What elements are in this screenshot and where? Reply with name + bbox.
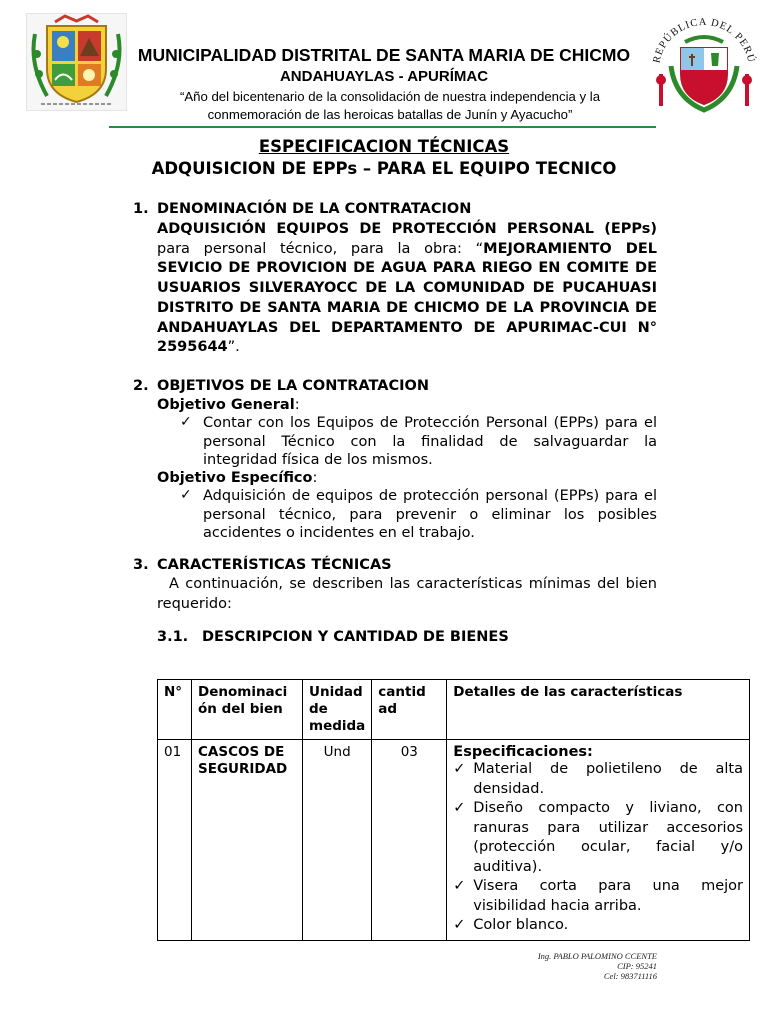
row-item-name: CASCOS DE SEGURIDAD: [192, 740, 303, 941]
section-1-heading: DENOMINACIÓN DE LA CONTRATACION: [157, 201, 472, 217]
subsection-3-1-number: 3.1.: [157, 629, 189, 645]
section-3-heading: CARACTERÍSTICAS TÉCNICAS: [157, 557, 392, 573]
engineer-name: Ing. PABLO PALOMINO CCENTE: [537, 951, 657, 961]
table-header-row: [158, 680, 750, 740]
section-3-number: 3.: [133, 557, 149, 573]
table-row: [158, 740, 750, 941]
general-objective-label: Objetivo General:: [157, 397, 300, 413]
motto-line-1: “Año del bicentenario de la consolidación de nuestra independencia y la: [179, 89, 601, 104]
general-objective-text: Contar con los Equipos de Protección Personal (EPPs) para el personal Técnico con la finalidad de salvaguardar la integridad física de los mismos.: [203, 415, 657, 468]
section-3-intro: A continuación, se describen las características mínimas del bien requerido:: [157, 576, 657, 612]
paragraph-closing: ”.: [227, 339, 240, 356]
subsection-3-1-heading: DESCRIPCION Y CANTIDAD DE BIENES: [202, 629, 509, 645]
header-number: N°: [158, 680, 192, 740]
spec-item: ✓ Color blanco.: [453, 916, 743, 936]
section-1-number: 1.: [133, 201, 149, 217]
document-subtitle: ADQUISICION DE EPPs – PARA EL EQUIPO TECNICO: [151, 159, 617, 178]
engineer-signature-block: [470, 951, 657, 981]
specific-objective-text: Adquisición de equipos de protección personal (EPPs) para el personal técnico, para prevenir o eliminar los posibles accidentes o incidentes en el trabajo.: [203, 488, 657, 541]
section-2-number: 2.: [133, 378, 149, 394]
spec-item: ✓ Material de polietileno de alta densidad.: [453, 761, 743, 797]
section-1-paragraph: [157, 220, 657, 358]
engineer-phone: Cel: 983711116: [603, 971, 657, 981]
region-name: ANDAHUAYLAS - APURÍMAC: [279, 68, 489, 85]
engineer-cip: CIP: 95241: [617, 961, 657, 971]
section-2-heading: OBJETIVOS DE LA CONTRATACION: [157, 378, 429, 394]
header-divider: [109, 126, 656, 128]
goods-table: [157, 679, 750, 941]
row-details: [447, 740, 750, 941]
motto-line-2: conmemoración de las heroicas batallas de Junín y Ayacucho”: [207, 107, 573, 122]
header-details: Detalles de las características: [447, 680, 750, 740]
procurement-name: ADQUISICIÓN EQUIPOS DE PROTECCIÓN PERSONAL (EPPs): [157, 221, 657, 237]
checkmark-icon: ✓: [453, 761, 466, 777]
checkmark-icon: ✓: [453, 800, 466, 816]
specific-objective-label: Objetivo Específico:: [157, 470, 318, 486]
checkmark-icon: ✓: [453, 878, 466, 894]
row-number: 01: [158, 740, 192, 941]
header-item-name: Denominaci ón del bien: [192, 680, 303, 740]
header-quantity: cantid ad: [372, 680, 447, 740]
checkmark-icon: ✓: [453, 917, 466, 933]
paragraph-connector: para personal técnico, para la obra: “: [157, 240, 484, 257]
municipality-name: MUNICIPALIDAD DISTRITAL DE SANTA MARIA DE CHICMO: [137, 45, 631, 65]
document-title: ESPECIFICACION TÉCNICAS: [258, 137, 510, 156]
row-unit: Und: [303, 740, 372, 941]
specifications-title: Especificaciones:: [453, 744, 593, 760]
checkmark-icon: ✓: [180, 487, 192, 503]
spec-item: ✓ Visera corta para una mejor visibilidad hacia arriba.: [453, 878, 743, 914]
year-motto: [140, 88, 640, 124]
project-name: MEJORAMIENTO DEL SEVICIO DE PROVICION DE AGUA PARA RIEGO EN COMITE DE USUARIOS SILVERAYOCC DE LA COMUNIDAD DE PUCAHUASI DISTRITO DE SANTA MARIA DE CHICMO DE LA PROVINCIA DE ANDAHUAYLAS DEL DEPARTAMENTO DE APURIMAC-CUI N° 2595644: [157, 240, 657, 356]
row-quantity: 03: [372, 740, 447, 941]
checkmark-icon: ✓: [180, 414, 192, 430]
header-unit: Unidad de medida: [303, 680, 372, 740]
svg-text:REPÚBLICA DEL PERÚ: REPÚBLICA DEL PERÚ: [651, 16, 757, 65]
spec-item: ✓ Diseño compacto y liviano, con ranuras para utilizar accesorios (protección ocular, facial y/o auditiva).: [453, 800, 743, 875]
